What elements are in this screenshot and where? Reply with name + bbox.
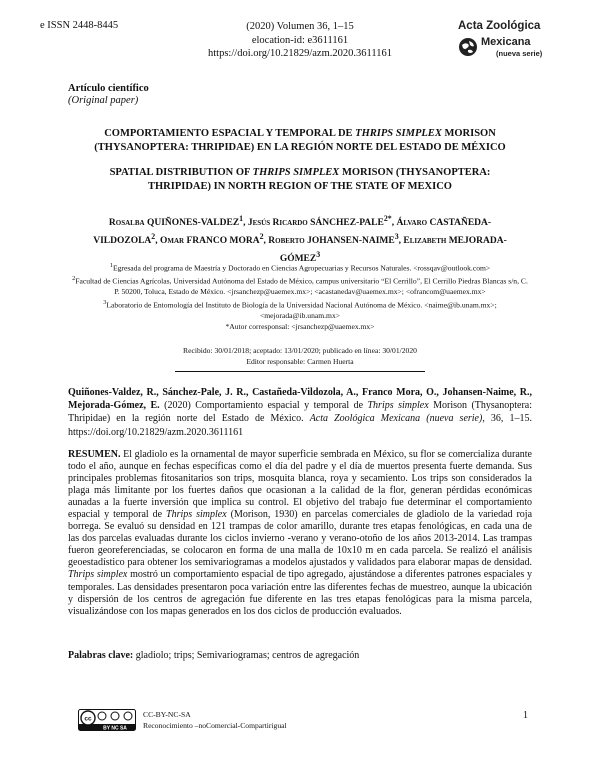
affiliation: $^3$Laboratorio de Entomología del Instituto de Biología de la Universidad Nacional Autónoma de México. <naime@ib.unam.mx>; <mejorada@ib.unam.mx> bbox=[103, 298, 497, 320]
issn: e ISSN 2448-8445 bbox=[40, 20, 119, 31]
author: Roberto JOHANSEN-NAIME$^3$, bbox=[268, 232, 404, 247]
author: Álvaro CASTAÑEDA-VILDOZOLA$^2$, bbox=[93, 218, 492, 247]
logo-subtitle: Mexicana bbox=[481, 36, 531, 48]
author: Rosalba QUIÑONES-VALDEZ$^1$, bbox=[108, 214, 248, 229]
nc-icon bbox=[111, 712, 119, 720]
keywords: Palabras clave: gladiolo; trips; Semivariogramas; centros de agregación bbox=[68, 650, 360, 661]
author: Elizabeth MEJORADA-GÓMEZ$^3$ bbox=[279, 236, 507, 265]
article-type: Artículo científico bbox=[68, 83, 149, 94]
affiliations bbox=[72, 261, 528, 332]
publication-dates bbox=[100, 346, 500, 367]
elocation-id: elocation-id: e3611161 bbox=[251, 34, 349, 46]
editor-line: Editor responsable: Carmen Huerta bbox=[246, 356, 354, 366]
license-description: Reconocimiento –noComercial-Compartirigual bbox=[143, 721, 287, 730]
author-list bbox=[80, 212, 520, 266]
author: Omar FRANCO MORA$^2$, bbox=[160, 232, 269, 247]
divider bbox=[175, 371, 425, 372]
cc-badge-text: BY NC SA bbox=[103, 725, 127, 731]
article-type-english: (Original paper) bbox=[68, 95, 139, 106]
how-to-cite: Quiñones-Valdez, R., Sánchez-Pale, J. R., Castañeda-Vildozola, A., Franco Mora, O., Johansen-Naime, R., Mejorada-Gómez, E. (2020) Comportamiento espacial y temporal de Thrips simplex Morison (Thysanoptera: Thripidae) en la región norte del Estado de México. Acta Zoológica Mexicana (nueva serie), 36, 1–15. https://doi.org/10.21829/azm.2020.3611161 bbox=[68, 387, 533, 438]
page-number: 1 bbox=[523, 710, 528, 721]
volume-line: (2020) Volumen 36, 1–15 bbox=[246, 21, 354, 32]
title-spanish: COMPORTAMIENTO ESPACIAL Y TEMPORAL DE THRIPS SIMPLEX MORISON (THYSANOPTERA: THRIPIDAE) EN LA REGIÓN NORTE DEL ESTADO DE MÉXICO bbox=[94, 128, 506, 153]
author: Jesús Ricardo SÁNCHEZ-$PALE^{2*}$, bbox=[247, 214, 397, 229]
abstract: RESUMEN. El gladiolo es la ornamental de mayor superficie sembrada en México, su flor se comercializa durante todo el año, aunque en fechas específicas como el día del padre y el día de muertos presenta fuerte demanda. Sus principales problemas fitosanitarios son trips, mosquita blanca, roya y secamiento. Los trips son considerados la plaga más limitante por los fuertes daños que ocasionan a la calidad de la flor, generan pérdidas económicas aunadas a la fuerte inversión que implica su control. El objetivo del trabajo fue determinar el comportamiento espacial y temporal de Thrips simplex (Morison, 1930) en parcelas comerciales de gladiolo de la variedad roja borrega. Se evaluó su densidad en 121 trampas de color amarillo, durante tres etapas fenológicas, en cada una de las dos parcelas evaluadas durante los ciclos invierno -verano y verano-otoño de los años 2013-2014. Las trampas fueron georeferenciadas, se colocaron en forma de una malla de 10x10 m en cada parcela. Se realizó el análisis geoestadístico para obtener los semivariogramas a modelos ajustados y validados para elaborar mapas de densidad. Thrips simplex mostró un comportamiento espacial de tipo agregado, ajustándose a diferentes patrones espaciales y temporales. Las densidades presentaron poca variación entre las diferentes fechas de muestreo, aunque la ubicación y dispersión de los centros de agregación fue diferente en las tres etapas fenológicas para la misma parcela, visualizándose con los mapas generados en los dos ciclos de producción evaluados. bbox=[68, 449, 533, 617]
journal-citation-header bbox=[150, 20, 450, 61]
license-code: CC-BY-NC-SA bbox=[143, 710, 191, 719]
title-english: SPATIAL DISTRIBUTION OF THRIPS SIMPLEX MORISON (THYSANOPTERA: THRIPIDAE) IN NORTH REGION OF THE STATE OF MEXICO bbox=[109, 167, 491, 192]
corresponding-author: *Autor corresponsal: <jrsanchezp@uaemex.mx> bbox=[225, 321, 375, 331]
license-text bbox=[143, 709, 287, 731]
globe-icon bbox=[458, 37, 478, 57]
species-name: THRIPS SIMPLEX bbox=[252, 167, 340, 178]
affiliation: $^1$Egresada del programa de Maestría y Doctorado en Ciencias Agropecuarias y Recursos Naturales. <rossqav@outlook.com> bbox=[109, 262, 491, 273]
citation-authors: Quiñones-Valdez, R., Sánchez-Pale, J. R., Castañeda-Vildozola, A., Franco Mora, O., Johansen-Naime, R., Mejorada-Gómez, E. bbox=[68, 387, 532, 412]
species-name: THRIPS SIMPLEX bbox=[355, 128, 442, 139]
logo-title: Acta Zoológica bbox=[458, 20, 541, 32]
logo-series: (nueva serie) bbox=[496, 49, 543, 58]
journal-logo bbox=[456, 20, 568, 64]
sa-icon bbox=[124, 712, 132, 720]
keywords-label: Palabras clave: bbox=[68, 650, 134, 661]
affiliation: $^2$Facultad de Ciencias Agrícolas, Universidad Autónoma del Estado de México, campus universitario “El Cerrillo”, El Cerrillo Piedras Blancas s/n, C. P. 50200, Toluca, Estado de México. <jrsanchezp@uaemex.mx>; <acastanedav@uaemex.mx>; <ofrancom@uaemex.mx> bbox=[72, 275, 528, 297]
svg-text:cc: cc bbox=[84, 715, 92, 723]
by-icon bbox=[98, 712, 106, 720]
abstract-label: RESUMEN. bbox=[68, 449, 121, 460]
doi-link[interactable]: https://doi.org/10.21829/azm.2020.3611161 bbox=[208, 48, 392, 59]
cc-license-badge[interactable] bbox=[78, 709, 136, 731]
dates-line: Recibido: 30/01/2018; aceptado: 13/01/2020; publicado en línea: 30/01/2020 bbox=[183, 346, 417, 355]
journal-name: Acta Zoológica Mexicana (nueva serie) bbox=[309, 413, 483, 425]
